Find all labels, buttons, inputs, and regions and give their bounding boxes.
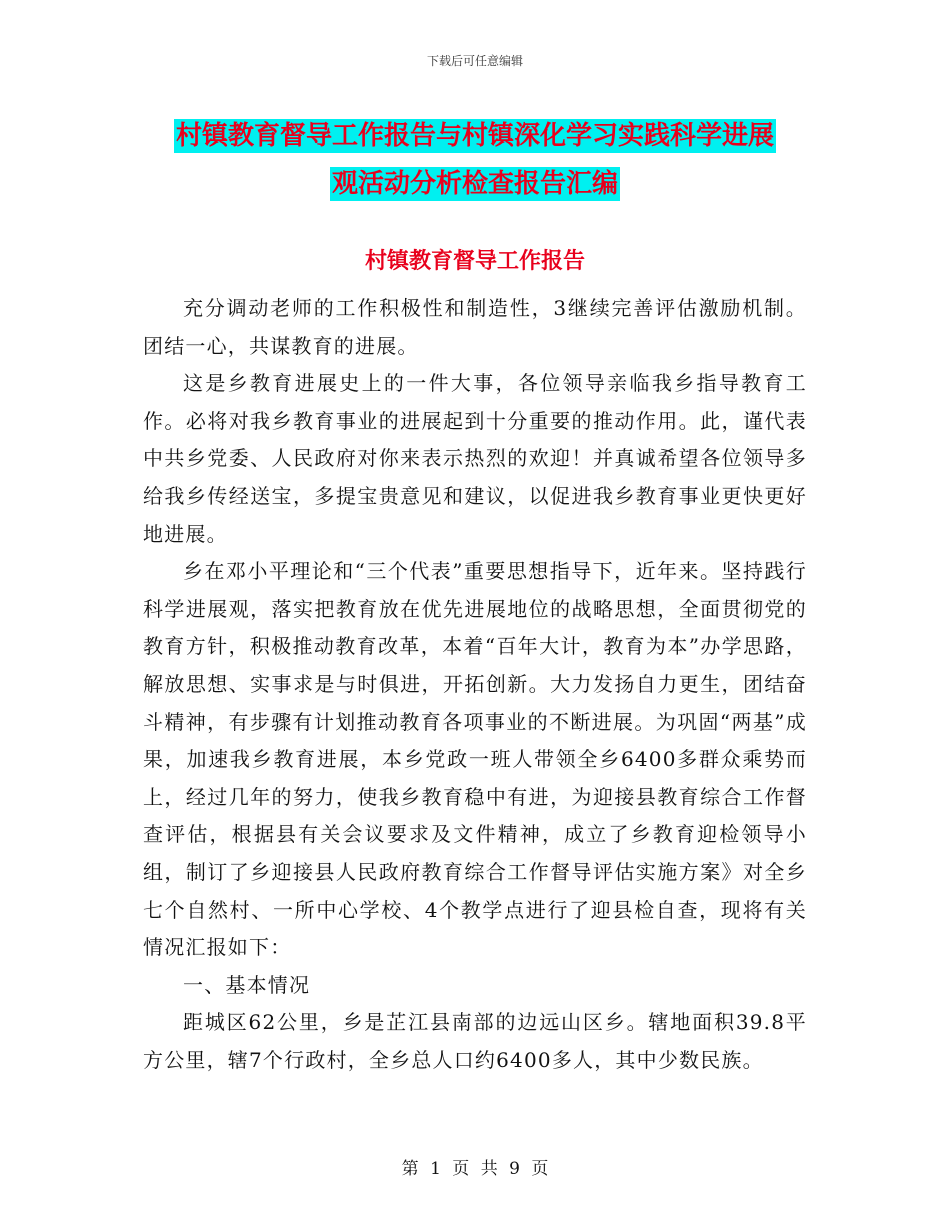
header-note: 下载后可任意编辑	[426, 54, 523, 68]
paragraph: 充分调动老师的工作积极性和制造性，3继续完善评估激励机制。团结一心，共谋教育的进展。	[143, 296, 807, 358]
paragraph: 这是乡教育进展史上的一件大事，各位领导亲临我乡指导教育工作。必将对我乡教育事业的进展起到十分重要的推动作用。此，谨代表中共乡党委、人民政府对你来表示热烈的欢迎！并真诚希望各位领导多给我乡传经送宝，多提宝贵意见和建议，以促进我乡教育事业更快更好地进展。	[143, 371, 807, 546]
document-title-line-2: 观活动分析检查报告汇编	[331, 169, 618, 199]
paragraph: 距城区62公里，乡是芷江县南部的边远山区乡。辖地面积39.8平方公里，辖7个行政村，全乡总人口约6400多人，其中少数民族。	[143, 1010, 807, 1072]
page-footer: 第 1 页 共 9 页	[401, 1159, 549, 1179]
section-title: 村镇教育督导工作报告	[364, 249, 585, 274]
document-title-line-1: 村镇教育督导工作报告与村镇深化学习实践科学进展	[175, 121, 774, 151]
body-text	[143, 290, 807, 1079]
document-title	[150, 112, 800, 208]
paragraph: 乡在邓小平理论和“三个代表”重要思想指导下，近年来。坚持践行科学进展观，落实把教育放在优先进展地位的战略思想，全面贯彻党的教育方针，积极推动教育改革，本着“百年大计，教育为本”办学思路，解放思想、实事求是与时俱进，开拓创新。大力发扬自力更生，团结奋斗精神，有步骤有计划推动教育各项事业的不断进展。为巩固“两基”成果，加速我乡教育进展，本乡党政一班人带领全乡6400多群众乘势而上，经过几年的努力，使我乡教育稳中有进，为迎接县教育综合工作督查评估，根据县有关会议要求及文件精神，成立了乡教育迎检领导小组，制订了乡迎接县人民政府教育综合工作督导评估实施方案》对全乡七个自然村、一所中心学校、4个教学点进行了迎县检自查，现将有关情况汇报如下：	[143, 559, 807, 960]
subheading: 一、基本情况	[183, 972, 311, 997]
